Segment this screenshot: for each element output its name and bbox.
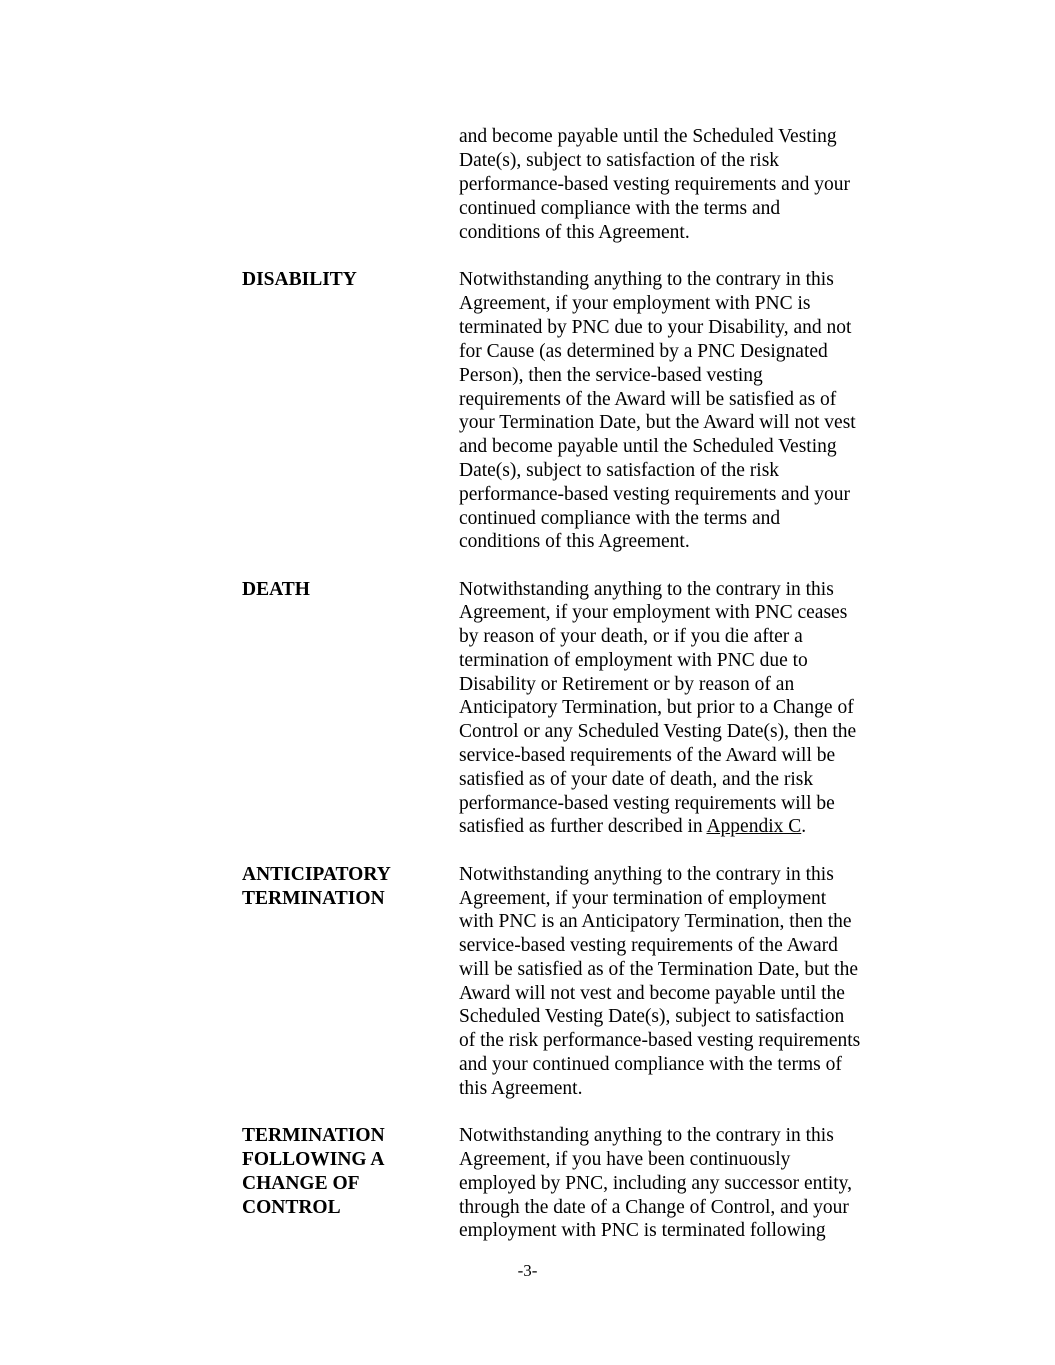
intro-line: performance-based vesting requirements and your <box>459 174 850 195</box>
section-line: this Agreement. <box>459 1078 583 1099</box>
section-line: Notwithstanding anything to the contrary in this <box>459 579 834 600</box>
section-line: terminated by PNC due to your Disability, and not <box>459 317 852 338</box>
section-line: requirements of the Award will be satisfied as of <box>459 389 837 410</box>
section-line: for Cause (as determined by a PNC Designated <box>459 341 828 362</box>
section-line: performance-based vesting requirements and your <box>459 484 850 505</box>
section-line: Award will not vest and become payable until the <box>459 983 845 1004</box>
section-line: and your continued compliance with the terms of <box>459 1054 842 1075</box>
section-line: your Termination Date, but the Award will not vest <box>459 412 856 433</box>
section-line: Agreement, if your employment with PNC ceases <box>459 602 848 623</box>
page-number: -3- <box>517 1261 538 1280</box>
intro-line: and become payable until the Scheduled Vesting <box>459 126 837 147</box>
section-line: Agreement, if your employment with PNC is <box>459 293 811 314</box>
section-line: employed by PNC, including any successor entity, <box>459 1173 853 1194</box>
section-line: Person), then the service-based vesting <box>459 365 763 386</box>
section-line: satisfied as of your date of death, and the risk <box>459 769 814 790</box>
appendix-c-link[interactable]: Appendix C <box>706 816 802 837</box>
section-line: will be satisfied as of the Termination Date, but the <box>459 959 859 980</box>
intro-line: conditions of this Agreement. <box>459 222 690 243</box>
section-line: Control or any Scheduled Vesting Date(s), then the <box>459 721 857 742</box>
section-heading: FOLLOWING A <box>242 1149 385 1170</box>
section-line-with-link <box>459 815 806 839</box>
section-heading: DISABILITY <box>242 269 357 290</box>
section-heading: CHANGE OF <box>242 1173 360 1194</box>
line-text: satisfied as further described in <box>459 816 707 837</box>
section-line: Notwithstanding anything to the contrary in this <box>459 269 834 290</box>
section-line: Notwithstanding anything to the contrary in this <box>459 1125 834 1146</box>
section-line: service-based requirements of the Award will be <box>459 745 836 766</box>
section-line: employment with PNC is terminated following <box>459 1220 826 1241</box>
section-line: by reason of your death, or if you die after a <box>459 626 803 647</box>
section-heading: ANTICIPATORY <box>242 864 391 885</box>
section-line: of the risk performance-based vesting requirements <box>459 1030 861 1051</box>
section-line: termination of employment with PNC due to <box>459 650 808 671</box>
section-line: continued compliance with the terms and <box>459 508 781 529</box>
line-text: . <box>801 816 807 837</box>
section-heading: TERMINATION <box>242 888 385 909</box>
section-line: Date(s), subject to satisfaction of the risk <box>459 460 780 481</box>
section-line: Disability or Retirement or by reason of an <box>459 674 795 695</box>
section-line: Notwithstanding anything to the contrary in this <box>459 864 834 885</box>
section-heading: TERMINATION <box>242 1125 385 1146</box>
section-line: performance-based vesting requirements will be <box>459 793 835 814</box>
section-line: Scheduled Vesting Date(s), subject to satisfaction <box>459 1006 845 1027</box>
section-line: Anticipatory Termination, but prior to a Change of <box>459 697 854 718</box>
section-line: through the date of a Change of Control, and your <box>459 1197 849 1218</box>
section-line: with PNC is an Anticipatory Termination, then the <box>459 911 852 932</box>
section-line: conditions of this Agreement. <box>459 531 690 552</box>
intro-line: Date(s), subject to satisfaction of the risk <box>459 150 780 171</box>
section-heading: DEATH <box>242 579 310 600</box>
section-line: and become payable until the Scheduled Vesting <box>459 436 837 457</box>
section-heading: CONTROL <box>242 1197 341 1218</box>
intro-line: continued compliance with the terms and <box>459 198 781 219</box>
section-line: Agreement, if your termination of employment <box>459 888 827 909</box>
section-line: Agreement, if you have been continuously <box>459 1149 791 1170</box>
section-line: service-based vesting requirements of the Award <box>459 935 838 956</box>
